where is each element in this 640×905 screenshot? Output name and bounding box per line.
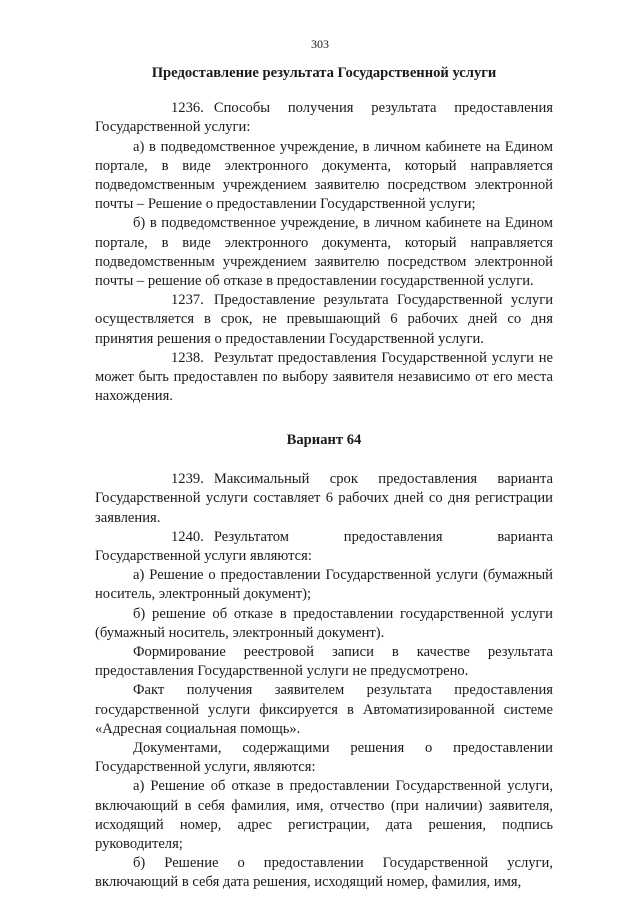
- paragraph-documents: [95, 739, 553, 777]
- paragraph-text: а) Решение об отказе в предоставлении Государственной услуги, включающий в себя фамилия, имя, отчество (при наличии) заявителя, исходящий номер, адрес регистрации, дата решения, подпись руководителя;: [95, 778, 553, 853]
- paragraph-documents-a: [95, 777, 553, 854]
- paragraph-1240-b: [95, 605, 553, 643]
- paragraph-text: б) в подведомственное учреждение, в личном кабинете на Едином портале, в виде электронного документа, который направляется подведомственным учреждением заявителю посредством электронной почты – решение об отказе в предоставлении государственной услуги.: [95, 215, 553, 290]
- paragraph-text: б) решение об отказе в предоставлении государственной услуги (бумажный носитель, электронный документ).: [95, 605, 553, 641]
- paragraph-text: Документами, содержащими решения о предоставлении Государственной услуги, являются:: [95, 740, 553, 776]
- paragraph-1236-b: [95, 214, 553, 291]
- paragraph-1237: [95, 291, 553, 349]
- paragraph-text: Результат предоставления Государственной услуги не может быть предоставлен по выбору заявителя независимо от его места нахождения.: [95, 349, 553, 405]
- paragraph-number: 1240.: [171, 528, 204, 545]
- paragraph-number: 1239.: [171, 471, 204, 488]
- paragraph-text: Способы получения результата предоставления Государственной услуги:: [95, 100, 553, 136]
- paragraph-text: Факт получения заявителем результата предоставления государственной услуги фиксируется в Автоматизированной системе «Адресная социальная помощь».: [95, 682, 553, 737]
- paragraph-1238: [95, 349, 553, 407]
- paragraph-1240-a: [95, 566, 553, 604]
- paragraph-1236-a: [95, 138, 553, 215]
- page-number: 303: [311, 37, 329, 51]
- paragraph-text: б) Решение о предоставлении Государственной услуги, включающий в себя дата решения, исходящий номер, фамилия, имя,: [95, 855, 553, 891]
- section-heading: Предоставление результата Государственной услуги: [151, 65, 497, 81]
- paragraph-text: Предоставление результата Государственной услуги осуществляется в срок, не превышающий 6 рабочих дней со дня принятия решения о предоставлении Государственной услуги.: [95, 292, 553, 347]
- section-result-provision: [95, 64, 553, 406]
- paragraph-text: Максимальный срок предоставления варианта Государственной услуги составляет 6 рабочих дней со дня регистрации заявления.: [95, 471, 553, 526]
- paragraph-1236: [95, 99, 553, 137]
- section-variant-64: [95, 431, 553, 893]
- paragraph-text: Формирование реестровой записи в качестве результата предоставления Государственной услуги не предусмотрено.: [95, 644, 553, 680]
- paragraph-registry: [95, 643, 553, 681]
- paragraph-number: 1237.: [171, 292, 204, 309]
- paragraph-receipt-fact: [95, 681, 553, 739]
- paragraph-text: а) Решение о предоставлении Государственной услуги (бумажный носитель, электронный документ);: [95, 567, 553, 603]
- paragraph-documents-b: [95, 854, 553, 892]
- paragraph-text: а) в подведомственное учреждение, в личном кабинете на Едином портале, в виде электронного документа, который направляется подведомственным учреждением заявителю посредством электронной почты – Решение о предоставлении Государственной услуги;: [95, 138, 553, 213]
- paragraph-number: 1236.: [171, 100, 204, 117]
- paragraph-text: Результатом предоставления варианта Государственной услуги являются:: [95, 528, 553, 565]
- paragraph-number: 1238.: [171, 349, 204, 366]
- section-heading: Вариант 64: [286, 432, 362, 448]
- paragraph-1240: [95, 528, 553, 566]
- paragraph-1239: [95, 470, 553, 528]
